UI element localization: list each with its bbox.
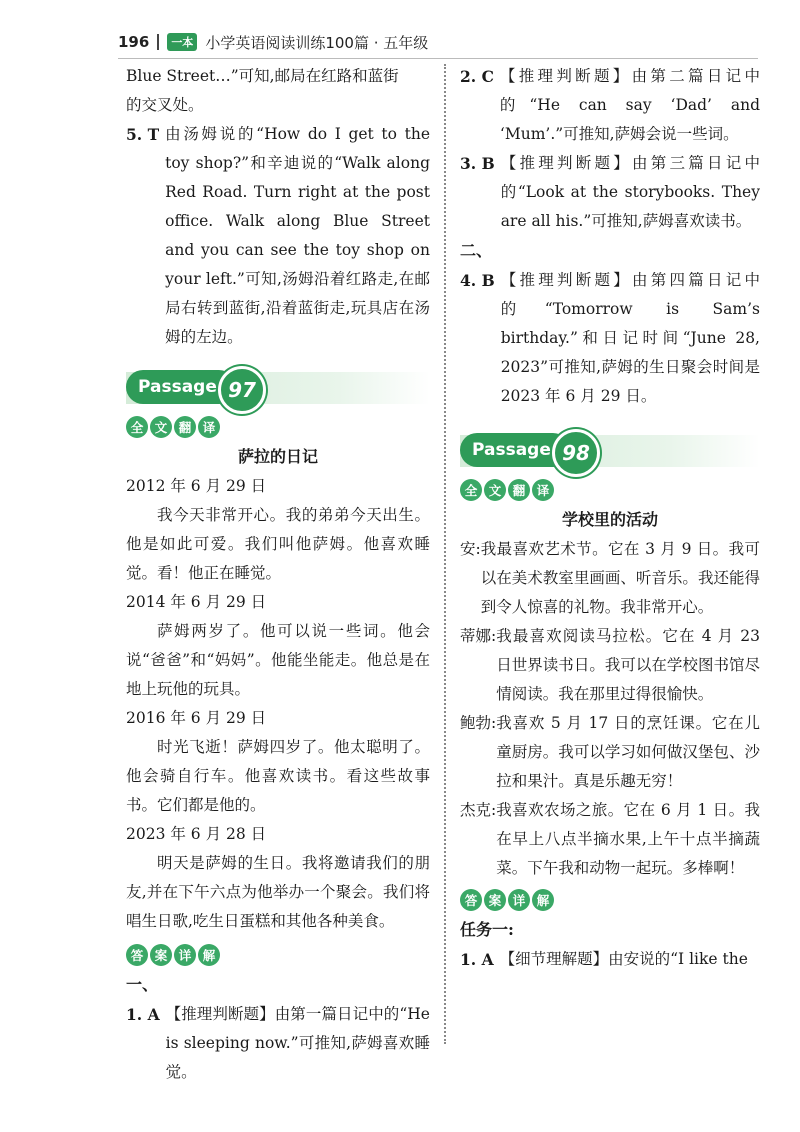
answer-explanation-label bbox=[126, 944, 430, 966]
label-chip: 全 bbox=[460, 479, 482, 501]
continued-line: 的交叉处。 bbox=[126, 96, 204, 114]
label-chip: 译 bbox=[198, 416, 220, 438]
book-title: 小学英语阅读训练100篇 · 五年级 bbox=[205, 33, 429, 52]
question-type-tag: 【推理判断题】 bbox=[500, 154, 632, 172]
answer-item-5 bbox=[126, 120, 430, 352]
column-divider bbox=[444, 64, 446, 1044]
label-chip: 文 bbox=[150, 416, 172, 438]
speaker-paragraph bbox=[460, 796, 760, 883]
passage-banner-97 bbox=[126, 366, 430, 410]
section-heading: 二、 bbox=[460, 241, 493, 260]
answer-text: 由安说的“I like the bbox=[608, 950, 748, 968]
diary-entry: 时光飞逝！萨姆四岁了。他太聪明了。他会骑自行车。他喜欢读书。看这些故事书。它们都是他的。 bbox=[126, 738, 430, 814]
answer-number: 5. T bbox=[126, 125, 160, 144]
answer-number: 4. B bbox=[460, 271, 495, 290]
speaker-text: 我喜欢 5 月 17 日的烹饪课。它在儿童厨房。我可以学习如何做汉堡包、沙拉和果汁。真是乐趣无穷！ bbox=[496, 714, 760, 790]
answer-item-task1-1 bbox=[460, 945, 760, 974]
label-chip: 翻 bbox=[508, 479, 530, 501]
passage-banner-98 bbox=[460, 429, 760, 473]
label-chip: 翻 bbox=[174, 416, 196, 438]
answer-text: 由第二篇日记中的“He can say ‘Dad’ and ‘Mum’.”可推知,萨姆会说一些词。 bbox=[499, 67, 760, 143]
translation-title: 学校里的活动 bbox=[561, 510, 658, 529]
speaker-text: 我最喜欢阅读马拉松。它在 4 月 23 日世界读书日。我可以在学校图书馆尽情阅读。我在那里过得很愉快。 bbox=[496, 627, 760, 703]
page-header bbox=[118, 30, 428, 54]
speaker-paragraph bbox=[460, 535, 760, 622]
label-chip: 详 bbox=[174, 944, 196, 966]
answer-text: 由第一篇日记中的“He is sleeping now.”可推知,萨姆喜欢睡觉。 bbox=[165, 1005, 430, 1081]
answer-item-1 bbox=[126, 1000, 430, 1087]
speaker-name: 蒂娜: bbox=[460, 627, 497, 645]
label-chip: 文 bbox=[484, 479, 506, 501]
speaker-paragraph bbox=[460, 709, 760, 796]
answer-explanation-label bbox=[460, 889, 760, 911]
label-chip: 案 bbox=[484, 889, 506, 911]
diary-date: 2012 年 6 月 29 日 bbox=[126, 477, 267, 495]
answer-item-4 bbox=[460, 266, 760, 411]
question-type-tag: 【推理判断题】 bbox=[165, 1005, 275, 1023]
label-chip: 解 bbox=[198, 944, 220, 966]
answer-number: 1. A bbox=[460, 950, 494, 969]
full-translation-label bbox=[460, 479, 760, 501]
label-chip: 答 bbox=[460, 889, 482, 911]
speaker-name: 鲍勃: bbox=[460, 714, 497, 732]
header-separator bbox=[157, 34, 159, 50]
right-column bbox=[460, 62, 760, 974]
diary-entry: 萨姆两岁了。他可以说一些词。他会说“爸爸”和“妈妈”。他能坐能走。他总是在地上玩他的玩具。 bbox=[126, 622, 430, 698]
answer-item-2 bbox=[460, 62, 760, 149]
speaker-text: 我喜欢农场之旅。它在 6 月 1 日。我在早上八点半摘水果,上午十点半摘蔬菜。下午我和动物一起玩。多棒啊！ bbox=[496, 801, 760, 877]
diary-entry: 明天是萨姆的生日。我将邀请我们的朋友,并在下午六点为他举办一个聚会。我们将唱生日歌,吃生日蛋糕和其他各种美食。 bbox=[126, 854, 430, 930]
answer-text: 由汤姆说的“How do I get to the toy shop?”和辛迪说的“Walk along Red Road. Turn right at the post office. Walk along Blue Street and you can see the toy shop on your left.”可知,汤姆沿着红路走,在邮局右转到蓝街,沿着蓝街走,玩具店在汤姆的左边。 bbox=[165, 125, 430, 346]
section-heading: 一、 bbox=[126, 975, 159, 994]
task-heading: 任务一: bbox=[460, 920, 514, 939]
answer-number: 2. C bbox=[460, 67, 494, 86]
brand-logo: 一本 bbox=[167, 33, 197, 51]
translation-title: 萨拉的日记 bbox=[237, 447, 318, 466]
label-chip: 解 bbox=[532, 889, 554, 911]
page-number: 196 bbox=[118, 33, 150, 51]
answer-number: 1. A bbox=[126, 1005, 160, 1024]
diary-entry: 我今天非常开心。我的弟弟今天出生。他是如此可爱。我们叫他萨姆。他喜欢睡觉。看！他正在睡觉。 bbox=[126, 506, 430, 582]
speaker-name: 杰克: bbox=[460, 801, 497, 819]
question-type-tag: 【推理判断题】 bbox=[500, 271, 632, 289]
label-chip: 全 bbox=[126, 416, 148, 438]
full-translation-label bbox=[126, 416, 430, 438]
diary-date: 2016 年 6 月 29 日 bbox=[126, 709, 267, 727]
question-type-tag: 【推理判断题】 bbox=[499, 67, 632, 85]
label-chip: 答 bbox=[126, 944, 148, 966]
passage-label: Passage bbox=[460, 433, 570, 467]
label-chip: 案 bbox=[150, 944, 172, 966]
question-type-tag: 【细节理解题】 bbox=[499, 950, 609, 968]
passage-label: Passage bbox=[126, 370, 236, 404]
answer-item-3 bbox=[460, 149, 760, 236]
answer-text: 由第三篇日记中的“Look at the storybooks. They are all his.”可推知,萨姆喜欢读书。 bbox=[500, 154, 760, 230]
left-column bbox=[126, 62, 430, 1087]
label-chip: 详 bbox=[508, 889, 530, 911]
answer-text: 由第四篇日记中的“Tomorrow is Sam’s birthday.”和日记时间“June 28, 2023”可推知,萨姆的生日聚会时间是 2023 年 6 月 29 日。 bbox=[500, 271, 760, 405]
speaker-name: 安: bbox=[460, 540, 481, 558]
speaker-paragraph bbox=[460, 622, 760, 709]
continued-line: Blue Street…”可知,邮局在红路和蓝街 bbox=[126, 67, 399, 85]
speaker-text: 我最喜欢艺术节。它在 3 月 9 日。我可以在美术教室里画画、听音乐。我还能得到令人惊喜的礼物。我非常开心。 bbox=[480, 540, 760, 616]
label-chip: 译 bbox=[532, 479, 554, 501]
diary-date: 2023 年 6 月 28 日 bbox=[126, 825, 267, 843]
diary-date: 2014 年 6 月 29 日 bbox=[126, 593, 267, 611]
answer-number: 3. B bbox=[460, 154, 495, 173]
header-rule bbox=[118, 58, 758, 59]
passage-number: 98 bbox=[552, 429, 600, 477]
passage-number: 97 bbox=[218, 366, 266, 414]
